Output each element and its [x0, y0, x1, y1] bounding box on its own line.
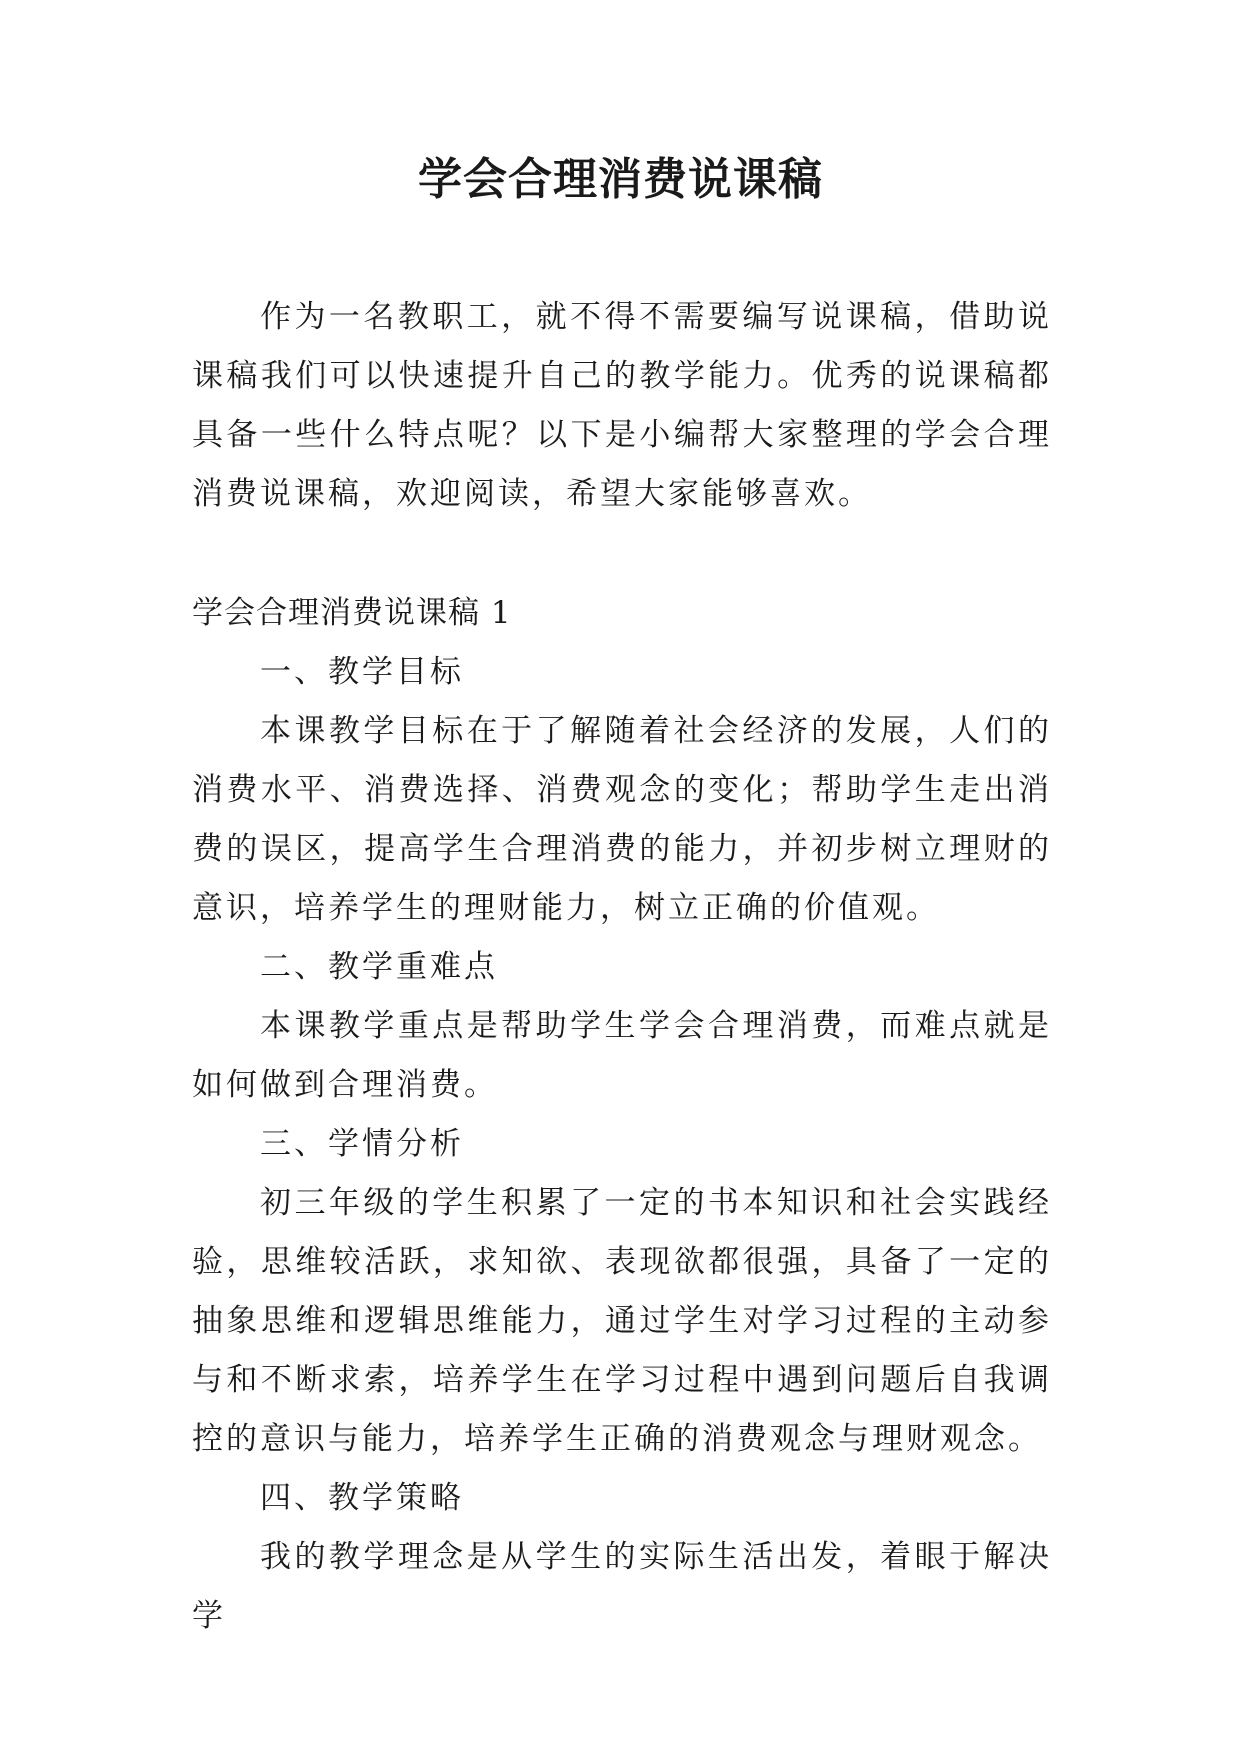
- heading-learner-analysis: 三、学情分析: [260, 1126, 464, 1162]
- paragraph-teaching-goals: 本课教学目标在于了解随着社会经济的发展，人们的消费水平、消费选择、消费观念的变化；帮助学生走出消费的误区，提高学生合理消费的能力，并初步树立理财的意识，培养学生的理财能力，树立正确的价值观。: [192, 713, 1052, 926]
- heading-teaching-goals: 一、教学目标: [260, 654, 464, 690]
- paragraph-gap: [192, 524, 1052, 584]
- intro-paragraph: 作为一名教职工，就不得不需要编写说课稿，借助说课稿我们可以快速提升自己的教学能力。优秀的说课稿都具备一些什么特点呢？以下是小编帮大家整理的学会合理消费说课稿，欢迎阅读，希望大家能够喜欢。: [192, 299, 1052, 512]
- document-body: [192, 288, 1052, 1646]
- heading-key-difficult-points: 二、教学重难点: [260, 949, 498, 985]
- paragraph-learner-analysis: 初三年级的学生积累了一定的书本知识和社会实践经验，思维较活跃，求知欲、表现欲都很强，具备了一定的抽象思维和逻辑思维能力，通过学生对学习过程的主动参与和不断求索，培养学生在学习过程中遇到问题后自我调控的意识与能力，培养学生正确的消费观念与理财观念。: [192, 1185, 1052, 1457]
- paragraph-key-difficult-points: 本课教学重点是帮助学生学会合理消费，而难点就是如何做到合理消费。: [192, 1008, 1052, 1103]
- document-title: 学会合理消费说课稿: [418, 154, 823, 205]
- heading-teaching-strategy: 四、教学策略: [260, 1480, 464, 1516]
- section-title: 学会合理消费说课稿 1: [192, 595, 512, 631]
- paragraph-teaching-strategy: 我的教学理念是从学生的实际生活出发，着眼于解决学: [192, 1539, 1052, 1634]
